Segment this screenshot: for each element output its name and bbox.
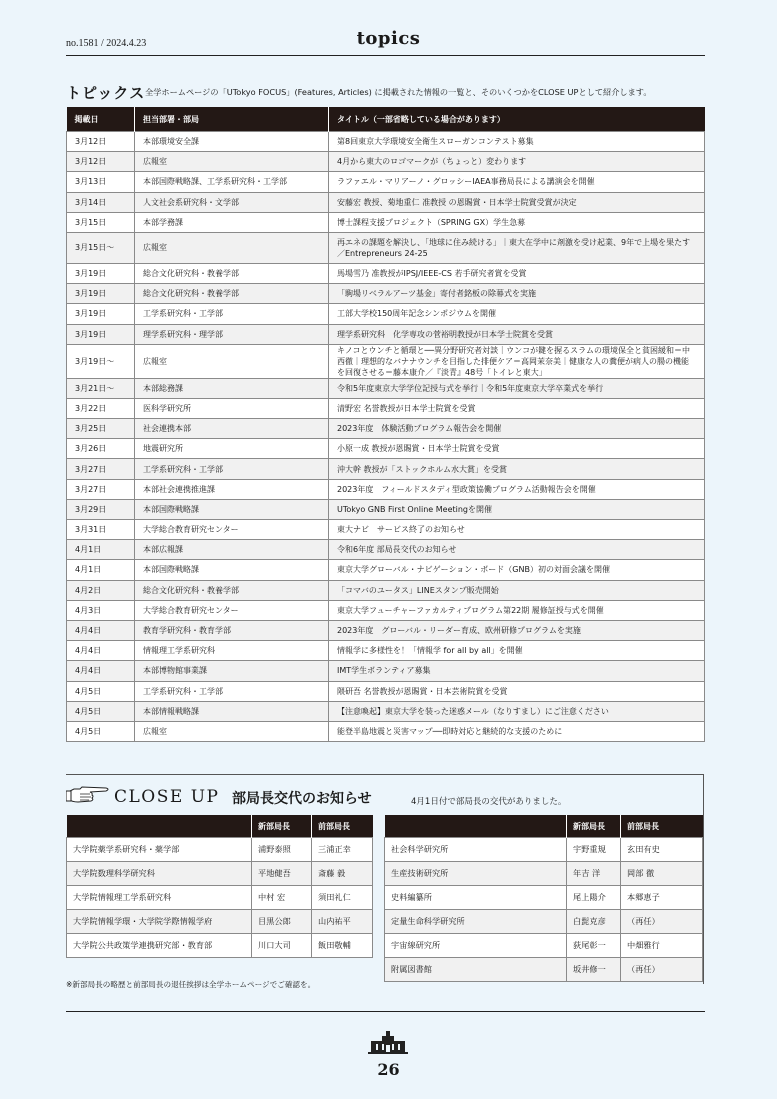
col-unit-header [385,815,567,838]
closeup-label: CLOSE UP [114,787,220,807]
director-row [385,934,703,958]
row-title: 情報学に多様性を！「情報学 for all by all」を開催 [329,641,705,661]
topics-table [66,107,705,742]
row-prev-director: 須田礼仁 [312,886,373,910]
row-title: 工部大学校150周年記念シンポジウムを開催 [329,304,705,324]
row-dept: 工学系研究科・工学部 [135,681,329,701]
table-row [67,132,705,152]
row-dept: 工学系研究科・工学部 [135,459,329,479]
director-table-header [385,815,703,838]
row-date: 3月19日 [67,284,135,304]
col-title-header: タイトル（一部省略している場合があります） [329,107,705,132]
col-prev-header: 前部局長 [312,815,373,838]
row-date: 3月15日〜 [67,232,135,263]
row-new-director: 中村 宏 [252,886,312,910]
row-unit: 大学院公共政策学連携研究部・教育部 [67,934,252,958]
row-title: 第8回東京大学環境安全衛生スローガンコンテスト募集 [329,132,705,152]
row-title: 博士課程支援プロジェクト（SPRING GX）学生急募 [329,212,705,232]
row-new-director: 荻尾彰一 [567,934,621,958]
col-prev-header: 前部局長 [621,815,703,838]
row-unit: 社会科学研究所 [385,838,567,862]
row-date: 3月27日 [67,479,135,499]
row-title: 再エネの課題を解決し、「地球に住み続ける」｜東大在学中に剤激を受け起業、9年で上場を果たす／Entrepreneurs 24-25 [329,232,705,263]
col-date-header: 掲載日 [67,107,135,132]
row-title: 東京大学フューチャーファカルティプログラム第22期 履修証授与式を開催 [329,600,705,620]
row-prev-director: 山内祐平 [312,910,373,934]
table-row [67,600,705,620]
director-row [67,862,373,886]
row-date: 3月22日 [67,398,135,418]
row-date: 4月4日 [67,620,135,640]
col-new-header: 新部局長 [252,815,312,838]
table-row [67,641,705,661]
row-prev-director: （再任） [621,958,703,982]
table-row [67,540,705,560]
row-unit: 宇宙線研究所 [385,934,567,958]
row-date: 3月19日〜 [67,344,135,378]
closeup-title: 部局長交代のお知らせ [232,791,372,807]
row-title: 2023年度 フィールドスタディ型政策協働プログラム活動報告会を開催 [329,479,705,499]
row-title: 安藤宏 教授、菊地重仁 准教授 の恩賜賞・日本学士院賞受賞が決定 [329,192,705,212]
row-new-director: 尾上陽介 [567,886,621,910]
table-row [67,459,705,479]
director-row [67,910,373,934]
table-row [67,263,705,283]
table-row [67,344,705,378]
director-row [385,838,703,862]
row-date: 3月25日 [67,419,135,439]
table-row [67,212,705,232]
col-new-header: 新部局長 [567,815,621,838]
row-title: 【注意喚起】東京大学を装った迷惑メール（なりすまし）にご注意ください [329,701,705,721]
table-row [67,192,705,212]
row-dept: 情報理工学系研究科 [135,641,329,661]
row-new-director: 年吉 洋 [567,862,621,886]
row-date: 3月29日 [67,499,135,519]
row-prev-director: 玄田有史 [621,838,703,862]
closeup-footnote: ※新部局長の略歴と前部局長の退任挨拶は全学ホームページでご確認を。 [66,980,316,989]
university-building-icon [368,1030,408,1056]
row-title: 「駒場リベラルアーツ基金」寄付者銘板の除幕式を実施 [329,284,705,304]
row-dept: 総合文化研究科・教養学部 [135,263,329,283]
row-date: 3月13日 [67,172,135,192]
row-title: 「コマバのユータス」LINEスタンプ販売開始 [329,580,705,600]
row-title: 令和6年度 部局長交代のお知らせ [329,540,705,560]
row-dept: 広報室 [135,232,329,263]
row-date: 4月1日 [67,560,135,580]
row-dept: 理学系研究科・理学部 [135,324,329,344]
row-date: 4月3日 [67,600,135,620]
row-prev-director: 中畑雅行 [621,934,703,958]
table-row [67,324,705,344]
row-title: 小原一成 教授が恩賜賞・日本学士院賞を受賞 [329,439,705,459]
table-row [67,580,705,600]
director-row [385,910,703,934]
director-change-table-left [66,815,373,958]
row-new-director: 坂井修一 [567,958,621,982]
row-new-director: 白髭克彦 [567,910,621,934]
row-dept: 広報室 [135,152,329,172]
row-title: 4月から東大のロゴマークが（ちょっと）変わります [329,152,705,172]
row-date: 3月19日 [67,304,135,324]
table-row [67,479,705,499]
row-prev-director: 岡部 徹 [621,862,703,886]
row-new-director: 平地健吾 [252,862,312,886]
row-new-director: 浦野泰照 [252,838,312,862]
director-table-header [67,815,373,838]
row-dept: 広報室 [135,344,329,378]
row-date: 4月4日 [67,661,135,681]
row-title: 東京大学グローバル・ナビゲーション・ボード（GNB）初の対面会議を開催 [329,560,705,580]
row-prev-director: （再任） [621,910,703,934]
table-row [67,284,705,304]
topics-intro: 全学ホームページの「UTokyo FOCUS」(Features, Articles) に掲載された情報の一覧と、そのいくつかをCLOSE UPとして紹介します。 [145,87,652,97]
row-unit: 定量生命科学研究所 [385,910,567,934]
table-row [67,419,705,439]
table-row [67,172,705,192]
row-dept: 医科学研究所 [135,398,329,418]
row-new-director: 宇野重規 [567,838,621,862]
row-dept: 総合文化研究科・教養学部 [135,284,329,304]
row-title: IMT学生ボランティア募集 [329,661,705,681]
row-date: 3月14日 [67,192,135,212]
row-title: 隈研吾 名誉教授が恩賜賞・日本芸術院賞を受賞 [329,681,705,701]
row-date: 3月12日 [67,152,135,172]
row-dept: 本部情報戦略課 [135,701,329,721]
row-title: 令和5年度東京大学学位記授与式を挙行｜令和5年度東京大学卒業式を挙行 [329,378,705,398]
col-dept-header: 担当部署・部局 [135,107,329,132]
row-title: 能登半島地震と災害マップ──即時対応と継続的な支援のために [329,721,705,741]
row-date: 3月31日 [67,520,135,540]
page-number: 26 [377,1060,400,1079]
row-date: 3月15日 [67,212,135,232]
director-row [67,934,373,958]
row-date: 3月21日〜 [67,378,135,398]
row-title: 2023年度 グローバル・リーダー育成、欧州研修プログラムを実施 [329,620,705,640]
table-row [67,499,705,519]
table-row [67,304,705,324]
header-divider [66,55,705,56]
row-prev-director: 三浦正幸 [312,838,373,862]
row-dept: 社会連携本部 [135,419,329,439]
footer-divider [66,1011,705,1012]
row-dept: 教育学研究科・教育学部 [135,620,329,640]
row-unit: 大学院情報学環・大学院学際情報学府 [67,910,252,934]
row-date: 4月5日 [67,681,135,701]
row-title: UTokyo GNB First Online Meetingを開催 [329,499,705,519]
row-dept: 地震研究所 [135,439,329,459]
row-title: 2023年度 体験活動プログラム報告会を開催 [329,419,705,439]
table-row [67,721,705,741]
table-row [67,232,705,263]
row-unit: 附属図書館 [385,958,567,982]
closeup-note: 4月1日付で部局長の交代がありました。 [411,797,567,807]
row-title: キノコとウンチと循環と──異分野研究者対談｜ウンコが鍵を握るスラムの環境保全と貧困緩和＝中西徹｜理想的なバナナウンチを目指した排便ケア＝高岡茉奈美｜健康な人の糞便が病人の腸の機能を回復させる＝藤本康介／『淡青』48号「トイレと東大」 [329,344,705,378]
row-dept: 総合文化研究科・教養学部 [135,580,329,600]
col-unit-header [67,815,252,838]
topics-heading: トピックス [66,84,146,102]
pointing-hand-icon [66,784,112,806]
row-unit: 史料編纂所 [385,886,567,910]
row-unit: 大学院数理科学研究科 [67,862,252,886]
row-prev-director: 飯田敬輔 [312,934,373,958]
row-dept: 本部広報課 [135,540,329,560]
row-title: 東大ナビ サービス終了のお知らせ [329,520,705,540]
director-row [67,838,373,862]
row-dept: 大学総合教育研究センター [135,600,329,620]
row-dept: 広報室 [135,721,329,741]
row-new-director: 川口大司 [252,934,312,958]
row-dept: 本部国際戦略課、工学系研究科・工学部 [135,172,329,192]
row-dept: 本部博物館事業課 [135,661,329,681]
row-title: 清野宏 名誉教授が日本学士院賞を受賞 [329,398,705,418]
director-row [385,958,703,982]
closeup-frame-right [703,774,704,984]
page-title: topics [356,28,421,49]
issue-info: no.1581 / 2024.4.23 [66,38,147,49]
table-row [67,378,705,398]
row-unit: 生産技術研究所 [385,862,567,886]
table-row [67,560,705,580]
director-change-table-right [384,815,703,982]
row-unit: 大学院情報理工学系研究科 [67,886,252,910]
row-prev-director: 本郷恵子 [621,886,703,910]
row-prev-director: 斎藤 毅 [312,862,373,886]
table-row [67,661,705,681]
row-date: 3月19日 [67,263,135,283]
table-row [67,620,705,640]
table-row [67,701,705,721]
row-title: ラファエル・マリアーノ・グロッシーIAEA事務局長による講演会を開催 [329,172,705,192]
topics-table-header [67,107,705,132]
row-dept: 工学系研究科・工学部 [135,304,329,324]
row-date: 4月5日 [67,721,135,741]
row-dept: 人文社会系研究科・文学部 [135,192,329,212]
table-row [67,152,705,172]
row-date: 4月5日 [67,701,135,721]
row-dept: 本部国際戦略課 [135,560,329,580]
row-title: 沖大幹 教授が「ストックホルム水大賞」を受賞 [329,459,705,479]
table-row [67,681,705,701]
row-date: 3月26日 [67,439,135,459]
row-date: 3月27日 [67,459,135,479]
director-row [67,886,373,910]
row-dept: 本部国際戦略課 [135,499,329,519]
closeup-frame-top [66,774,704,775]
director-row [385,862,703,886]
row-dept: 本部環境安全課 [135,132,329,152]
row-unit: 大学院薬学系研究科・薬学部 [67,838,252,862]
row-dept: 本部総務課 [135,378,329,398]
director-row [385,886,703,910]
table-row [67,520,705,540]
row-dept: 大学総合教育研究センター [135,520,329,540]
row-dept: 本部学務課 [135,212,329,232]
row-dept: 本部社会連携推進課 [135,479,329,499]
table-row [67,398,705,418]
row-date: 4月1日 [67,540,135,560]
row-date: 4月2日 [67,580,135,600]
row-date: 3月12日 [67,132,135,152]
row-title: 馬場雪乃 准教授がIPSJ/IEEE-CS 若手研究者賞を受賞 [329,263,705,283]
row-date: 3月19日 [67,324,135,344]
row-date: 4月4日 [67,641,135,661]
row-new-director: 目黒公郎 [252,910,312,934]
table-row [67,439,705,459]
row-title: 理学系研究科 化学専攻の菅裕明教授が日本学士院賞を受賞 [329,324,705,344]
